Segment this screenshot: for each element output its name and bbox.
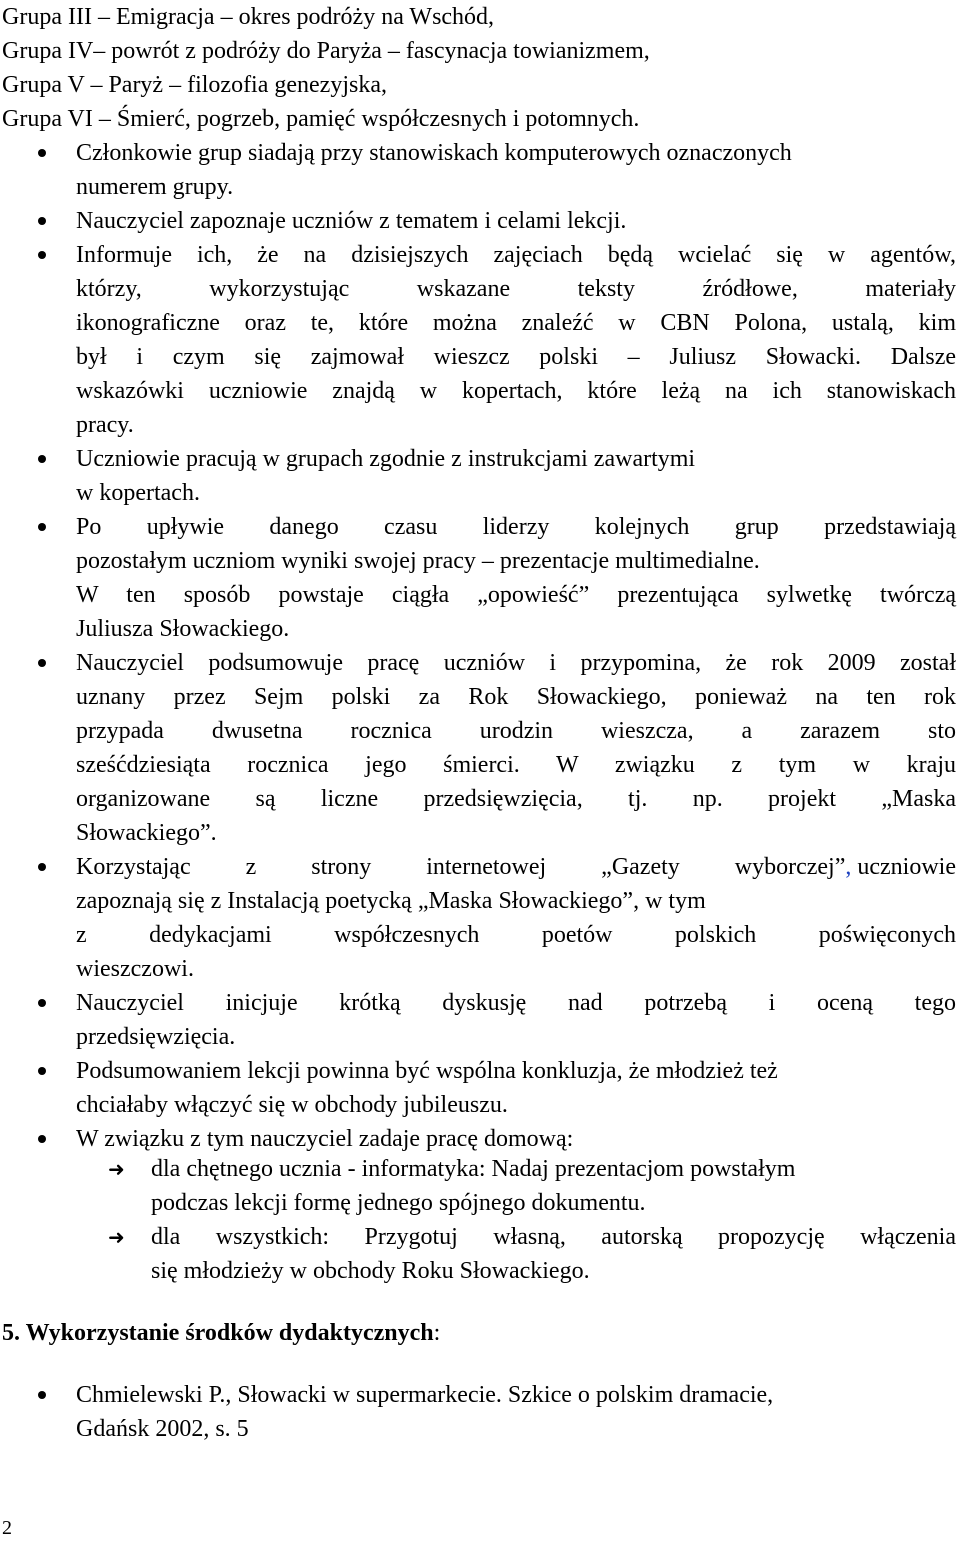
bullet-icon — [38, 999, 46, 1007]
bullet-icon — [38, 455, 46, 463]
bullet-icon — [38, 863, 46, 871]
text-line: pozostałym uczniom wyniki swojej pracy – prezentacje multimedialne. — [76, 548, 760, 574]
text-line: sześćdziesiąta rocznica jego śmierci. W związku z tym w kraju — [76, 752, 956, 778]
homework-item-text — [151, 1220, 956, 1288]
text-line — [76, 850, 956, 884]
text-line: zapoznają się z Instalacją poetycką „Maska Słowackiego”, w tym — [76, 888, 706, 914]
text-line: był i czym się zajmował wieszcz polski – Juliusz Słowacki. Dalsze — [76, 344, 956, 370]
list-item-text — [76, 442, 956, 510]
text-line: pracy. — [76, 412, 134, 438]
text-span: uczniowie — [851, 854, 956, 880]
list-item-text — [76, 510, 956, 646]
section-heading-colon: : — [433, 1320, 441, 1346]
text-line: podczas lekcji formę jednego spójnego dokumentu. — [151, 1190, 646, 1216]
text-line: dla chętnego ucznia - informatyka: Nadaj prezentacjom powstałym — [151, 1156, 796, 1182]
text-line: uznany przez Sejm polski za Rok Słowackiego, ponieważ na ten rok — [76, 684, 956, 710]
bullet-icon — [38, 217, 46, 225]
text-line: przedsięwzięcia. — [76, 1024, 236, 1050]
arrow-right-icon: ➜ — [108, 1157, 125, 1181]
bullet-icon — [38, 1391, 46, 1399]
arrow-right-icon: ➜ — [108, 1225, 125, 1249]
section-heading-text: 5. Wykorzystanie środków dydaktycznych — [2, 1320, 434, 1346]
text-line: z dedykacjami współczesnych poetów polskich poświęconych — [76, 922, 956, 948]
list-item-text — [76, 136, 956, 204]
list-item-text — [76, 204, 956, 238]
intro-line-group-6: Grupa VI – Śmierć, pogrzeb, pamięć współczesnych i potomnych. — [2, 106, 640, 132]
section-heading — [2, 1316, 440, 1350]
bullet-icon — [38, 1067, 46, 1075]
bullet-icon — [38, 149, 46, 157]
text-line: numerem grupy. — [76, 174, 234, 200]
text-line: dla wszystkich: Przygotuj własną, autorską propozycję włączenia — [151, 1224, 956, 1250]
link-comma: , — [845, 854, 852, 880]
page-number: 2 — [2, 1517, 12, 1539]
text-line: Juliusza Słowackiego. — [76, 616, 290, 642]
text-line: którzy, wykorzystując wskazane teksty źródłowe, materiały — [76, 276, 956, 302]
bullet-icon — [38, 523, 46, 531]
text-line: Nauczyciel inicjuje krótką dyskusję nad potrzebą i oceną tego — [76, 990, 956, 1016]
homework-item-text — [151, 1152, 956, 1220]
text-line: w kopertach. — [76, 480, 200, 506]
text-span: Korzystając z strony internetowej „Gazety wyborczej” — [76, 854, 846, 880]
list-item-text — [76, 238, 956, 442]
bullet-icon — [38, 1135, 46, 1143]
text-line: Po upływie danego czasu liderzy kolejnych grup przedstawiają — [76, 514, 956, 540]
list-item-text — [76, 1122, 956, 1156]
text-line: W związku z tym nauczyciel zadaje pracę domową: — [76, 1126, 574, 1152]
intro-line-group-5: Grupa V – Paryż – filozofia genezyjska, — [2, 72, 387, 98]
bullet-icon — [38, 251, 46, 259]
intro-line-group-4: Grupa IV– powrót z podróży do Paryża – fascynacja towianizmem, — [2, 38, 650, 64]
list-item-text — [76, 1054, 956, 1122]
text-line: Podsumowaniem lekcji powinna być wspólna konkluzja, że młodzież też — [76, 1058, 778, 1084]
text-line: Słowackiego”. — [76, 820, 217, 846]
text-line: Uczniowie pracują w grupach zgodnie z instrukcjami zawartymi — [76, 446, 696, 472]
text-line: W ten sposób powstaje ciągła „opowieść” prezentująca sylwetkę twórczą — [76, 582, 956, 608]
text-line: Gdańsk 2002, s. 5 — [76, 1416, 249, 1442]
text-line: Członkowie grup siadają przy stanowiskach komputerowych oznaczonych — [76, 140, 792, 166]
text-line: ikonograficzne oraz te, które można znaleźć w CBN Polona, ustalą, kim — [76, 310, 956, 336]
bullet-icon — [38, 659, 46, 667]
text-line: przypada dwusetna rocznica urodzin wieszcza, a zarazem sto — [76, 718, 956, 744]
text-line: organizowane są liczne przedsięwzięcia, tj. np. projekt „Maska — [76, 786, 956, 812]
intro-line-group-3: Grupa III – Emigracja – okres podróży na Wschód, — [2, 4, 495, 30]
list-item-text — [76, 646, 956, 850]
text-line: Informuje ich, że na dzisiejszych zajęciach będą wcielać się w agentów, — [76, 242, 956, 268]
text-line: chciałaby włączyć się w obchody jubileuszu. — [76, 1092, 508, 1118]
text-line: wskazówki uczniowie znajdą w kopertach, które leżą na ich stanowiskach — [76, 378, 956, 404]
text-line: Nauczyciel zapoznaje uczniów z tematem i celami lekcji. — [76, 208, 627, 234]
text-line: wieszczowi. — [76, 956, 194, 982]
reference-item-text — [76, 1378, 956, 1446]
text-line: się młodzieży w obchody Roku Słowackiego. — [151, 1258, 590, 1284]
list-item-text — [76, 986, 956, 1054]
text-line: Chmielewski P., Słowacki w supermarkecie. Szkice o polskim dramacie, — [76, 1382, 774, 1408]
list-item-text — [76, 850, 956, 986]
text-line: Nauczyciel podsumowuje pracę uczniów i przypomina, że rok 2009 został — [76, 650, 956, 676]
